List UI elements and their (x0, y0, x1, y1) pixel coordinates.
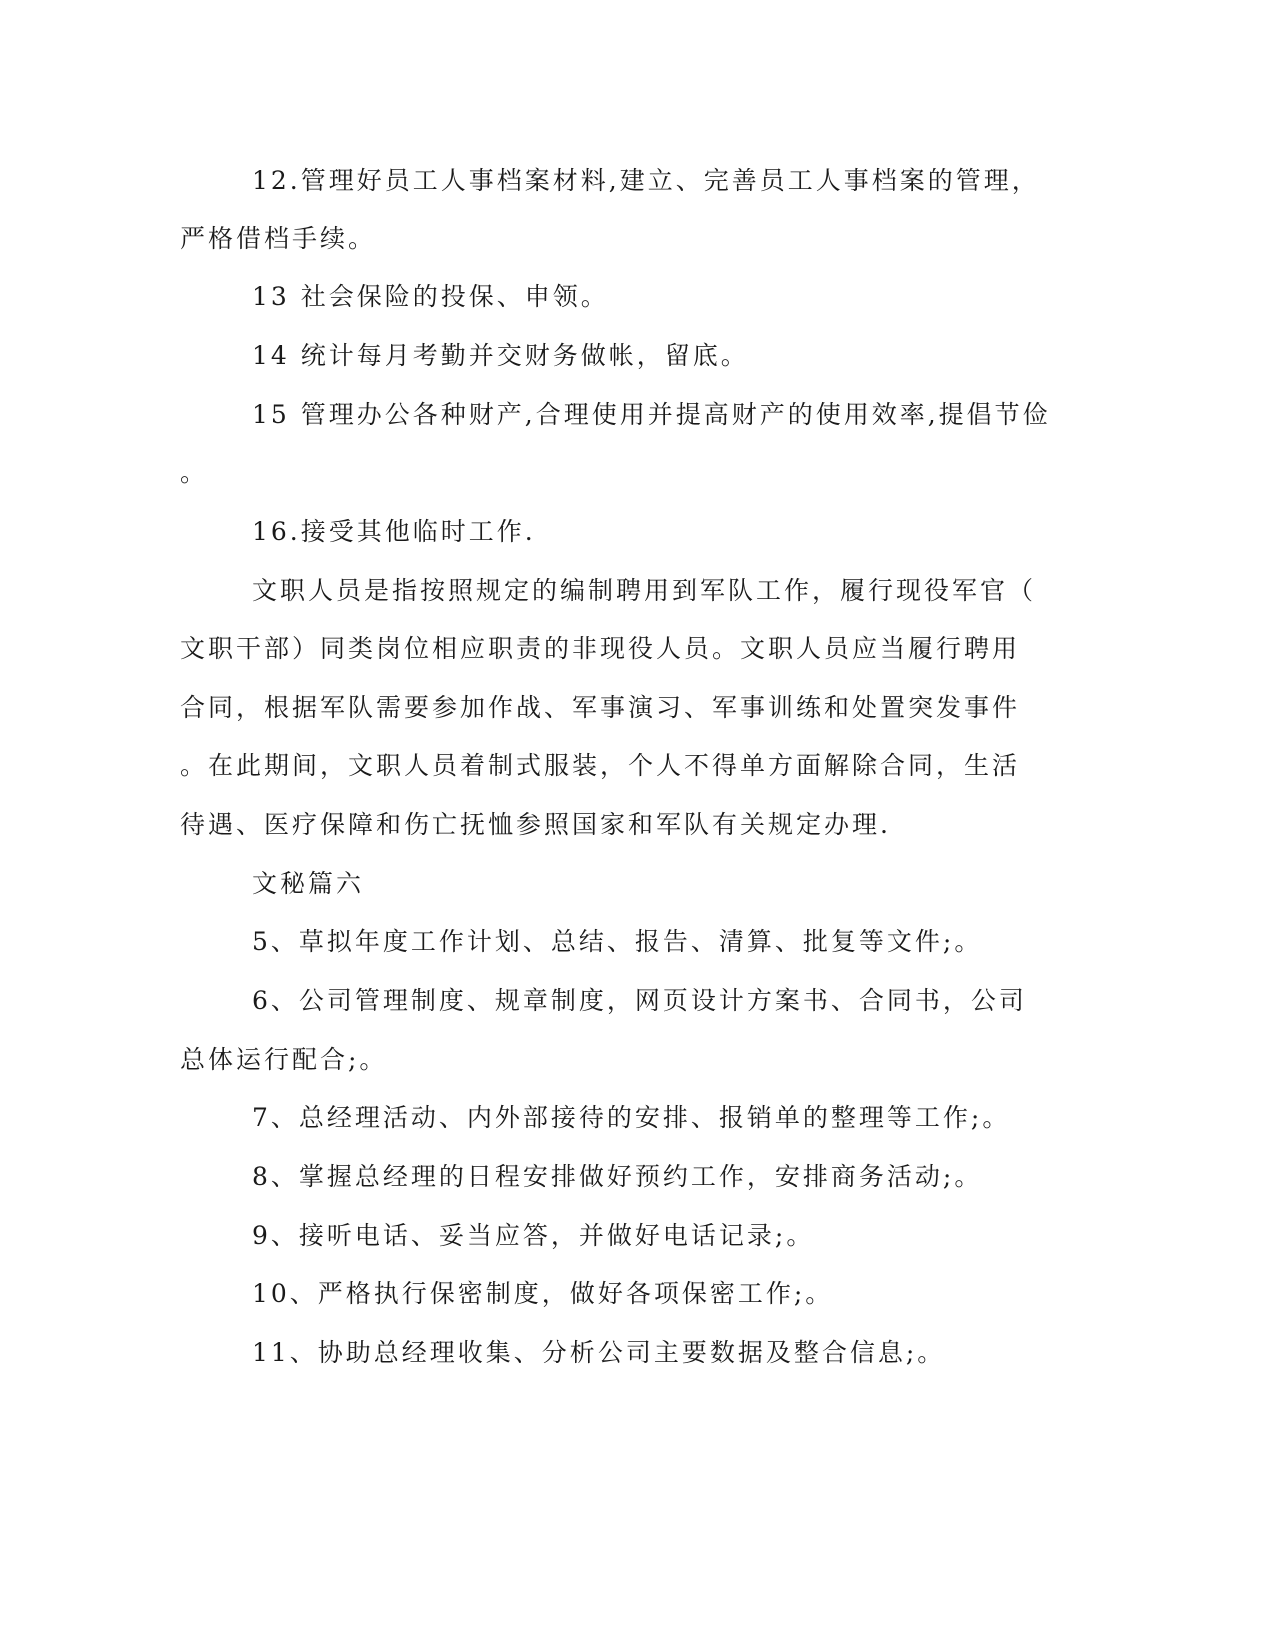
text-line: 13 社会保险的投保、申领。 (252, 282, 609, 311)
text-line: 合同，根据军队需要参加作战、军事演习、军事训练和处置突发事件 (180, 693, 1021, 722)
text-line: 待遇、医疗保障和伤亡抚恤参照国家和军队有关规定办理. (180, 810, 891, 839)
text-line: 8、掌握总经理的日程安排做好预约工作，安排商务活动;。 (252, 1162, 983, 1191)
text-line: 11、协助总经理收集、分析公司主要数据及整合信息;。 (252, 1338, 946, 1367)
text-line: 9、接听电话、妥当应答，并做好电话记录;。 (252, 1221, 815, 1250)
text-line: 。在此期间，文职人员着制式服装，个人不得单方面解除合同，生活 (180, 751, 1021, 780)
text-line: 文职干部）同类岗位相应职责的非现役人员。文职人员应当履行聘用 (180, 634, 1021, 663)
text-line: 14 统计每月考勤并交财务做帐，留底。 (252, 341, 749, 370)
text-line: 文职人员是指按照规定的编制聘用到军队工作，履行现役军官（ (252, 576, 1037, 605)
text-line: 6、公司管理制度、规章制度，网页设计方案书、合同书，公司 (252, 986, 1027, 1015)
section-heading: 文秘篇六 (252, 869, 365, 898)
text-line: 严格借档手续。 (180, 224, 377, 253)
text-line: 10、严格执行保密制度，做好各项保密工作;。 (252, 1279, 834, 1308)
text-line: 12.管理好员工人事档案材料,建立、完善员工人事档案的管理， (252, 166, 1040, 195)
text-line: 15 管理办公各种财产,合理使用并提高财产的使用效率,提倡节俭 (252, 400, 1051, 429)
text-line: 7、总经理活动、内外部接待的安排、报销单的整理等工作;。 (252, 1103, 1011, 1132)
text-line: 5、草拟年度工作计划、总结、报告、清算、批复等文件;。 (252, 927, 983, 956)
text-line: 总体运行配合;。 (180, 1045, 388, 1074)
text-line: 。 (180, 458, 209, 487)
text-line: 16.接受其他临时工作. (252, 517, 536, 546)
